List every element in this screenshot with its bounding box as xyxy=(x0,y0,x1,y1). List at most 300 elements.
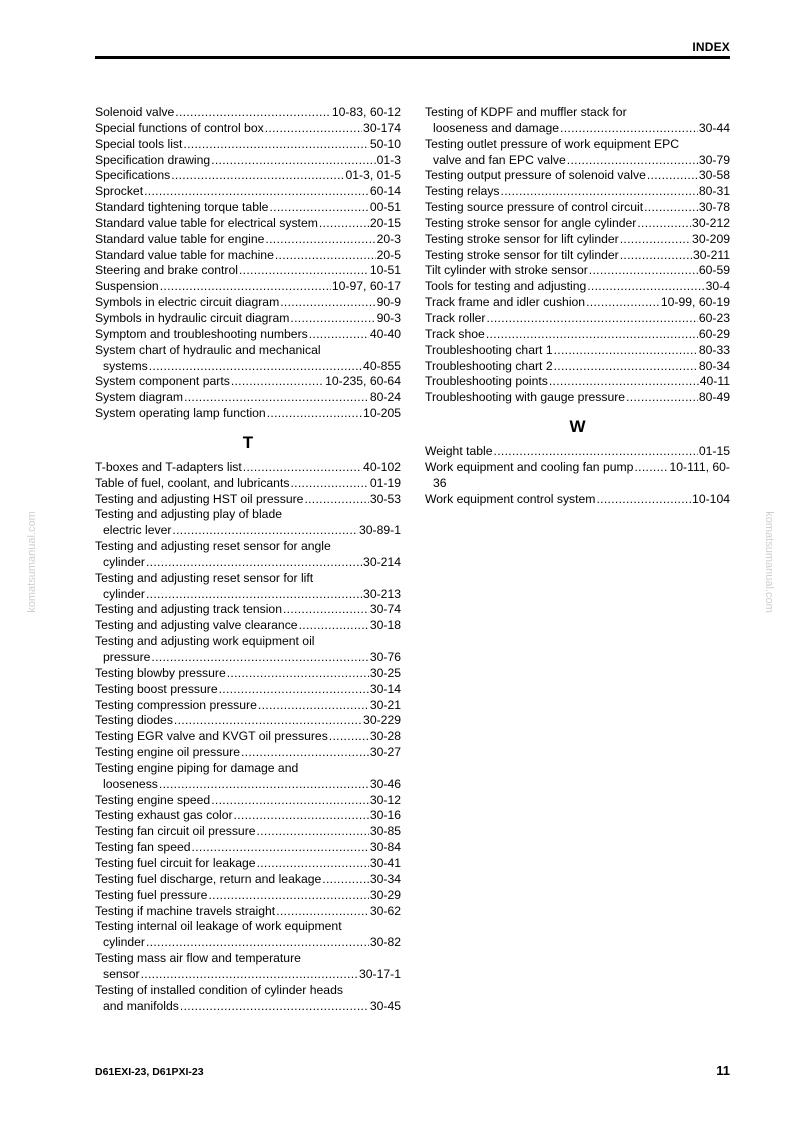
index-entry-title xyxy=(95,856,401,872)
index-entry-text: cylinder xyxy=(103,935,145,950)
index-entry-text: looseness and damage xyxy=(433,120,560,135)
index-entry-title xyxy=(95,904,401,920)
dot-leader xyxy=(280,295,375,311)
index-entry xyxy=(95,507,401,539)
index-entry-text: Standard value table for engine xyxy=(95,231,265,246)
index-entry-text: valve and fan EPC valve xyxy=(433,152,566,167)
index-entry-page: 30-21 xyxy=(369,697,401,712)
dot-leader xyxy=(227,666,369,682)
index-entry-title-continued xyxy=(95,999,401,1015)
index-entry xyxy=(95,713,401,729)
index-entry-title xyxy=(95,460,401,476)
index-entry-text: Testing and adjusting reset sensor for angle xyxy=(95,539,331,554)
index-entry xyxy=(425,460,730,492)
index-entry-title xyxy=(425,105,730,121)
index-entry-title xyxy=(95,824,401,840)
index-entry-text: Standard tightening torque table xyxy=(95,200,269,215)
index-entry-page: 10-205 xyxy=(363,406,401,421)
index-entry-title xyxy=(95,951,401,967)
index-entry-text: Tilt cylinder with stroke sensor xyxy=(425,263,588,278)
index-entry-text: Testing internal oil leakage of work equipment xyxy=(95,919,342,934)
index-entry-title xyxy=(425,460,730,476)
index-entry xyxy=(425,390,730,406)
dot-leader xyxy=(211,793,369,809)
index-entry-text: Solenoid valve xyxy=(95,105,175,119)
index-entry-title xyxy=(425,137,730,153)
dot-leader xyxy=(172,523,358,539)
index-entry-text: systems xyxy=(103,358,148,373)
index-entry-title xyxy=(95,295,401,311)
index-entry-page: 30-53 xyxy=(369,491,401,506)
footer-model: D61EXI-23, D61PXI-23 xyxy=(95,1066,204,1078)
index-entry-text: Table of fuel, coolant, and lubricants xyxy=(95,475,290,490)
index-entry-text: Troubleshooting with gauge pressure xyxy=(425,390,626,405)
index-entry-text: System diagram xyxy=(95,390,184,405)
watermark-right: komatsumanual.com xyxy=(763,511,775,613)
index-entry-title xyxy=(95,232,401,248)
index-entry-title xyxy=(95,374,401,390)
dot-leader xyxy=(290,476,368,492)
dot-leader xyxy=(146,935,369,951)
index-entry-title-continued xyxy=(95,359,401,375)
index-entry-page: 01-15 xyxy=(698,444,730,459)
index-entry xyxy=(95,406,401,422)
index-entry xyxy=(95,856,401,872)
dot-leader xyxy=(634,460,668,476)
index-group-t-continued xyxy=(425,105,730,406)
index-entry-title xyxy=(95,216,401,232)
dot-leader xyxy=(486,327,698,343)
dot-leader xyxy=(241,745,369,761)
dot-leader xyxy=(265,121,362,137)
index-entry-page: 00-51 xyxy=(369,200,401,215)
index-entry-text: System operating lamp function xyxy=(95,406,266,421)
index-entry-title xyxy=(425,263,730,279)
dot-leader xyxy=(219,682,369,698)
index-entry-title xyxy=(95,618,401,634)
index-column-left xyxy=(95,105,401,1014)
index-entry xyxy=(95,137,401,153)
index-entry-title xyxy=(425,390,730,406)
dot-leader xyxy=(549,374,699,390)
index-entry xyxy=(425,200,730,216)
index-entry-page: 30-27 xyxy=(369,745,401,760)
index-entry xyxy=(95,904,401,920)
dot-leader xyxy=(596,492,691,508)
index-entry-page: 40-855 xyxy=(363,358,401,373)
dot-leader xyxy=(258,698,369,714)
dot-leader xyxy=(554,359,698,375)
dot-leader xyxy=(174,713,362,729)
dot-leader xyxy=(231,374,324,390)
index-entry xyxy=(95,951,401,983)
index-entry xyxy=(95,872,401,888)
dot-leader xyxy=(257,824,369,840)
index-entry-title xyxy=(95,105,401,121)
index-entry xyxy=(425,216,730,232)
dot-leader xyxy=(620,248,692,264)
index-entry-title-continued xyxy=(95,523,401,539)
index-entry-title-continued xyxy=(425,476,730,492)
dot-leader xyxy=(309,327,369,343)
index-entry-title xyxy=(95,666,401,682)
dot-leader xyxy=(501,184,698,200)
index-entry-title-continued xyxy=(95,650,401,666)
index-entry xyxy=(95,153,401,169)
dot-leader xyxy=(586,295,660,311)
index-entry-text: Testing stroke sensor for angle cylinder xyxy=(425,215,637,230)
index-entry-title xyxy=(95,153,401,169)
index-entry-text: Track shoe xyxy=(425,326,485,341)
index-entry-text: Troubleshooting points xyxy=(425,374,548,389)
index-entry-text: Testing blowby pressure xyxy=(95,665,226,680)
index-entry-text: pressure xyxy=(103,650,151,664)
index-entry-title xyxy=(95,840,401,856)
index-entry-page: 30-25 xyxy=(369,665,401,680)
index-entry-page: 30-214 xyxy=(363,554,401,569)
index-entry-text: Tools for testing and adjusting xyxy=(425,279,587,294)
index-entry-page: 30-46 xyxy=(369,776,401,791)
index-entry xyxy=(425,263,730,279)
index-entry-title xyxy=(95,713,401,729)
index-entry-page: 30-209 xyxy=(692,231,730,246)
index-entry-page: 30-12 xyxy=(369,792,401,807)
index-entry-title xyxy=(95,137,401,153)
index-entry-page: 60-14 xyxy=(369,184,401,199)
index-entry-page: 30-41 xyxy=(369,855,401,870)
index-entry-page: 10-235, 60-64 xyxy=(325,374,401,389)
index-entry-page: 10-83, 60-12 xyxy=(331,105,401,119)
index-entry xyxy=(95,698,401,714)
index-entry-text: looseness xyxy=(103,776,158,791)
index-entry xyxy=(95,248,401,264)
index-entry-title xyxy=(95,263,401,279)
dot-leader xyxy=(180,999,369,1015)
index-entry-page: 10-104 xyxy=(692,491,730,506)
index-entry-text: Special tools list xyxy=(95,136,183,151)
dot-leader xyxy=(184,390,369,406)
index-entry-page: 30-29 xyxy=(369,887,401,902)
index-entry-text: Testing fuel circuit for leakage xyxy=(95,855,256,870)
index-entry-text: Testing mass air flow and temperature xyxy=(95,951,301,966)
index-entry xyxy=(425,295,730,311)
index-entry-page: 30-58 xyxy=(698,168,730,183)
dot-leader xyxy=(329,729,369,745)
index-entry-page: 60-59 xyxy=(698,263,730,278)
index-entry xyxy=(425,168,730,184)
index-entry-title xyxy=(95,634,401,650)
index-entry-page: 80-49 xyxy=(698,390,730,405)
index-entry-page: 10-111, 60- xyxy=(669,459,730,474)
index-entry-page: 40-11 xyxy=(699,374,730,389)
index-entry-title xyxy=(95,602,401,618)
index-entry xyxy=(95,634,401,666)
index-entry-page: 90-3 xyxy=(376,310,401,325)
index-entry-text: Suspension xyxy=(95,279,159,294)
index-entry xyxy=(425,232,730,248)
index-entry-text: Testing and adjusting valve clearance xyxy=(95,618,298,633)
index-entry-text: System component parts xyxy=(95,374,230,389)
dot-leader xyxy=(160,279,331,295)
index-entry-title xyxy=(425,327,730,343)
watermark-left: komatsumanual.com xyxy=(26,511,38,613)
index-entry-title xyxy=(95,872,401,888)
index-entry-text: Specification drawing xyxy=(95,152,211,167)
index-entry-text: Testing relays xyxy=(425,184,500,199)
index-entry xyxy=(425,327,730,343)
index-entry-text: Testing output pressure of solenoid valve xyxy=(425,168,646,183)
index-entry-title xyxy=(425,374,730,390)
index-column-right xyxy=(425,105,730,507)
index-entry xyxy=(95,295,401,311)
index-entry-title xyxy=(95,200,401,216)
index-entry xyxy=(95,682,401,698)
index-entry-page: 30-34 xyxy=(369,871,401,886)
index-entry-text: Sprocket xyxy=(95,184,144,199)
index-entry-page: 30-174 xyxy=(363,120,401,135)
index-group-s xyxy=(95,105,401,422)
index-entry-title-continued xyxy=(95,777,401,793)
index-entry xyxy=(95,374,401,390)
index-entry-page: 20-3 xyxy=(376,231,401,246)
index-entry-text: Specifications xyxy=(95,168,171,183)
index-entry-page: 30-74 xyxy=(369,602,401,617)
index-entry-page: 30-28 xyxy=(369,729,401,744)
dot-leader xyxy=(567,153,698,169)
index-entry xyxy=(425,444,730,460)
index-entry-page: 10-99, 60-19 xyxy=(660,295,730,310)
index-entry-page: 80-33 xyxy=(698,342,730,357)
dot-leader xyxy=(587,279,704,295)
index-entry-text: Testing source pressure of control circuit xyxy=(425,200,644,215)
index-entry-title xyxy=(425,168,730,184)
index-entry-title xyxy=(95,390,401,406)
index-entry xyxy=(95,824,401,840)
index-entry-page: 10-51 xyxy=(369,263,401,278)
index-entry-text: Testing and adjusting play of blade xyxy=(95,507,283,522)
index-entry-title xyxy=(95,184,401,200)
index-entry-title xyxy=(425,311,730,327)
index-entry-title xyxy=(425,359,730,375)
index-entry-page: 20-5 xyxy=(376,247,401,262)
index-entry-page: 80-24 xyxy=(369,390,401,405)
index-entry-title xyxy=(95,571,401,587)
index-entry-page: 01-19 xyxy=(369,475,401,490)
index-entry-page: 30-44 xyxy=(698,120,730,135)
dot-leader xyxy=(234,808,369,824)
index-entry-text: Symptom and troubleshooting numbers xyxy=(95,326,308,341)
dot-leader xyxy=(243,460,362,476)
index-entry-text: Standard value table for machine xyxy=(95,247,274,262)
index-entry-page: 90-9 xyxy=(376,295,401,310)
index-entry-text: Testing fan circuit oil pressure xyxy=(95,824,256,839)
dot-leader xyxy=(620,232,691,248)
index-entry-page: 30-84 xyxy=(369,840,401,855)
index-entry-title xyxy=(425,184,730,200)
index-entry-text: Testing if machine travels straight xyxy=(95,903,276,918)
index-entry-title xyxy=(95,492,401,508)
index-entry-text: Weight table xyxy=(425,444,493,459)
index-entry xyxy=(95,263,401,279)
index-entry-title xyxy=(425,200,730,216)
index-entry xyxy=(95,279,401,295)
dot-leader xyxy=(276,904,369,920)
index-entry xyxy=(95,200,401,216)
dot-leader xyxy=(275,248,376,264)
index-entry-text: Testing and adjusting work equipment oil xyxy=(95,634,315,649)
index-entry-title xyxy=(425,492,730,508)
index-entry-text: Work equipment and cooling fan pump xyxy=(425,459,634,474)
index-entry-title xyxy=(425,295,730,311)
index-entry-page: 60-23 xyxy=(698,310,730,325)
index-entry-title xyxy=(425,248,730,264)
dot-leader xyxy=(487,311,698,327)
index-entry-page: 30-76 xyxy=(369,650,401,664)
index-entry-text: Testing exhaust gas color xyxy=(95,808,233,823)
index-entry-page: 30-212 xyxy=(692,215,730,230)
index-entry-title-continued xyxy=(95,555,401,571)
index-entry-title xyxy=(95,793,401,809)
index-entry xyxy=(95,745,401,761)
index-entry xyxy=(95,602,401,618)
index-entry-title xyxy=(95,808,401,824)
index-entry-title-continued xyxy=(95,967,401,983)
index-entry-title-continued xyxy=(425,121,730,137)
dot-leader xyxy=(159,777,369,793)
index-entry-page: 30-229 xyxy=(363,713,401,728)
index-entry xyxy=(95,184,401,200)
dot-leader xyxy=(269,200,368,216)
index-entry xyxy=(95,105,401,121)
index-entry-text: Testing boost pressure xyxy=(95,681,218,696)
index-entry-text: System chart of hydraulic and mechanical xyxy=(95,342,321,357)
dot-leader xyxy=(322,872,369,888)
index-entry xyxy=(95,168,401,184)
index-entry xyxy=(95,618,401,634)
index-entry-title xyxy=(95,745,401,761)
index-entry-page: 10-97, 60-17 xyxy=(331,279,401,294)
index-entry-text: Special functions of control box xyxy=(95,120,264,135)
index-entry xyxy=(95,808,401,824)
index-entry xyxy=(95,492,401,508)
index-entry-title-continued xyxy=(425,153,730,169)
index-entry xyxy=(425,279,730,295)
index-entry-title xyxy=(95,919,401,935)
index-entry-page: 30-62 xyxy=(369,903,401,918)
index-entry-text: Testing stroke sensor for tilt cylinder xyxy=(425,247,619,262)
index-entry-page: 40-40 xyxy=(369,326,401,341)
index-entry xyxy=(95,888,401,904)
dot-leader xyxy=(644,200,698,216)
index-entry xyxy=(95,311,401,327)
dot-leader xyxy=(171,168,344,184)
index-entry-page: 30-85 xyxy=(369,824,401,839)
index-entry-title xyxy=(95,698,401,714)
dot-leader xyxy=(149,359,362,375)
index-entry xyxy=(95,729,401,745)
index-entry xyxy=(425,184,730,200)
index-entry xyxy=(95,121,401,137)
index-entry-page: 01-3, 01-5 xyxy=(345,168,401,183)
index-entry xyxy=(95,343,401,375)
index-entry-text: Testing and adjusting reset sensor for lift xyxy=(95,570,314,585)
index-entry-text: Testing engine piping for damage and xyxy=(95,760,299,775)
index-entry-title xyxy=(95,279,401,295)
index-entry-page: 50-10 xyxy=(369,136,401,151)
index-entry-text: Testing fan speed xyxy=(95,840,191,855)
dot-leader xyxy=(626,390,698,406)
index-entry-text: Testing diodes xyxy=(95,713,173,728)
index-entry-page: 60-29 xyxy=(698,326,730,341)
index-entry xyxy=(95,460,401,476)
index-entry-text: T-boxes and T-adapters list xyxy=(95,459,242,474)
index-entry-page: 30-89-1 xyxy=(358,523,401,538)
index-entry-page: 30-16 xyxy=(369,808,401,823)
index-entry-title xyxy=(95,682,401,698)
index-entry-text: Troubleshooting chart 2 xyxy=(425,358,553,373)
index-entry-page: 30-78 xyxy=(698,200,730,215)
dot-leader xyxy=(144,184,369,200)
index-entry xyxy=(95,216,401,232)
index-entry-page: 20-15 xyxy=(369,215,401,230)
dot-leader xyxy=(637,216,691,232)
index-entry xyxy=(95,761,401,793)
dot-leader xyxy=(211,153,375,169)
index-entry-text: 36 xyxy=(433,475,447,490)
dot-leader xyxy=(494,444,698,460)
dot-leader xyxy=(208,888,368,904)
dot-leader xyxy=(257,856,369,872)
index-entry-title xyxy=(425,279,730,295)
index-entry-title xyxy=(95,406,401,422)
index-entry-text: Testing outlet pressure of work equipment EPC xyxy=(425,136,680,151)
dot-leader xyxy=(560,121,698,137)
index-entry xyxy=(95,539,401,571)
dot-leader xyxy=(283,602,369,618)
dot-leader xyxy=(290,311,375,327)
index-entry xyxy=(425,137,730,169)
index-entry xyxy=(425,105,730,137)
index-entry-title xyxy=(425,444,730,460)
index-entry-text: electric lever xyxy=(103,523,172,538)
index-entry xyxy=(95,919,401,951)
dot-leader xyxy=(554,343,698,359)
index-entry-page: 30-17-1 xyxy=(358,966,401,981)
index-entry-text: cylinder xyxy=(103,586,145,601)
dot-leader xyxy=(304,492,368,508)
index-entry xyxy=(425,343,730,359)
index-entry xyxy=(95,840,401,856)
index-entry-text: Testing fuel discharge, return and leakage xyxy=(95,871,322,886)
index-entry-text: Standard value table for electrical system xyxy=(95,215,318,230)
index-entry xyxy=(95,571,401,603)
index-entry-title xyxy=(95,327,401,343)
index-group-t xyxy=(95,460,401,1015)
index-entry xyxy=(425,374,730,390)
index-entry xyxy=(425,248,730,264)
index-entry-page: 30-4 xyxy=(705,279,730,294)
index-entry-page: 30-82 xyxy=(369,935,401,950)
index-entry-text: Testing and adjusting HST oil pressure xyxy=(95,491,304,506)
index-entry-text: Testing and adjusting track tension xyxy=(95,602,282,617)
index-entry-title xyxy=(95,983,401,999)
index-entry-text: Troubleshooting chart 1 xyxy=(425,342,553,357)
index-entry xyxy=(95,983,401,1015)
index-entry-text: Testing of KDPF and muffler stack for xyxy=(425,105,627,119)
index-entry-page: 30-211 xyxy=(692,247,730,262)
header-title: INDEX xyxy=(692,40,730,54)
dot-leader xyxy=(267,406,362,422)
